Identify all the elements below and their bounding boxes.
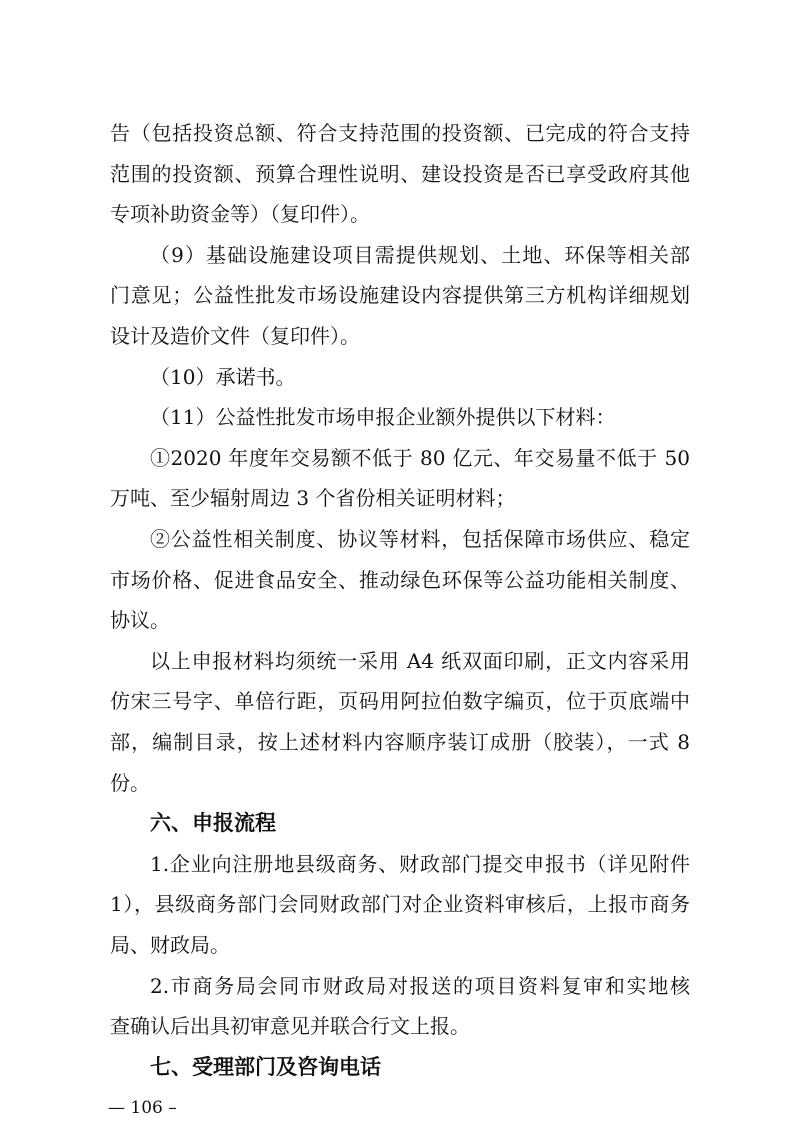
paragraph-line: 门意见；公益性批发市场设施建设内容提供第三方机构详细规划 xyxy=(110,283,690,308)
paragraph-line: 部，编制目录，按上述材料内容顺序装订成册（胶装），一式 8 xyxy=(110,730,690,754)
paragraph-line: 2.市商务局会同市财政局对报送的项目资料复审和实地核 xyxy=(150,973,690,998)
paragraph-line: （11）公益性批发市场申报企业额外提供以下材料： xyxy=(150,405,616,430)
section-heading: 六、申报流程 xyxy=(150,811,276,836)
paragraph-line: 局、财政局。 xyxy=(110,933,230,957)
paragraph-line: ②公益性相关制度、协议等材料，包括保障市场供应、稳定 xyxy=(150,527,690,551)
paragraph-line: 以上申报材料均须统一采用 A4 纸双面印刷，正文内容采用 xyxy=(150,648,690,673)
paragraph-line: 范围的投资额、预算合理性说明、建设投资是否已享受政府其他 xyxy=(110,161,690,186)
paragraph-line: （10）承诺书。 xyxy=(150,364,296,389)
paragraph-line: （9）基础设施建设项目需提供规划、土地、环保等相关部 xyxy=(150,242,690,267)
paragraph-line: 设计及造价文件（复印件）。 xyxy=(110,324,360,348)
paragraph-line: 1.企业向注册地县级商务、财政部门提交申报书（详见附件 xyxy=(150,851,690,876)
paragraph-line: 万吨、至少辐射周边 3 个省份相关证明材料； xyxy=(110,486,516,511)
paragraph-line: 市场价格、促进食品安全、推动绿色环保等公益功能相关制度、 xyxy=(110,567,690,592)
paragraph-line: 份。 xyxy=(110,770,150,795)
section-heading: 七、受理部门及咨询电话 xyxy=(150,1054,381,1079)
paragraph-line: 1），县级商务部门会同财政部门对企业资料审核后，上报市商务 xyxy=(110,892,690,917)
paragraph-line: ①2020 年度年交易额不低于 80 亿元、年交易量不低于 50 xyxy=(150,445,690,470)
paragraph-line: 仿宋三号字、单倍行距，页码用阿拉伯数字编页，位于页底端中 xyxy=(110,689,690,714)
paragraph-line: 协议。 xyxy=(110,608,170,633)
paragraph-line: 专项补助资金等）（复印件）。 xyxy=(110,202,370,227)
paragraph-line: 查确认后出具初审意见并联合行文上报。 xyxy=(110,1014,470,1039)
paragraph-line: 告（包括投资总额、符合支持范围的投资额、已完成的符合支持 xyxy=(110,121,690,145)
page-number: — 106 – xyxy=(108,1097,177,1118)
